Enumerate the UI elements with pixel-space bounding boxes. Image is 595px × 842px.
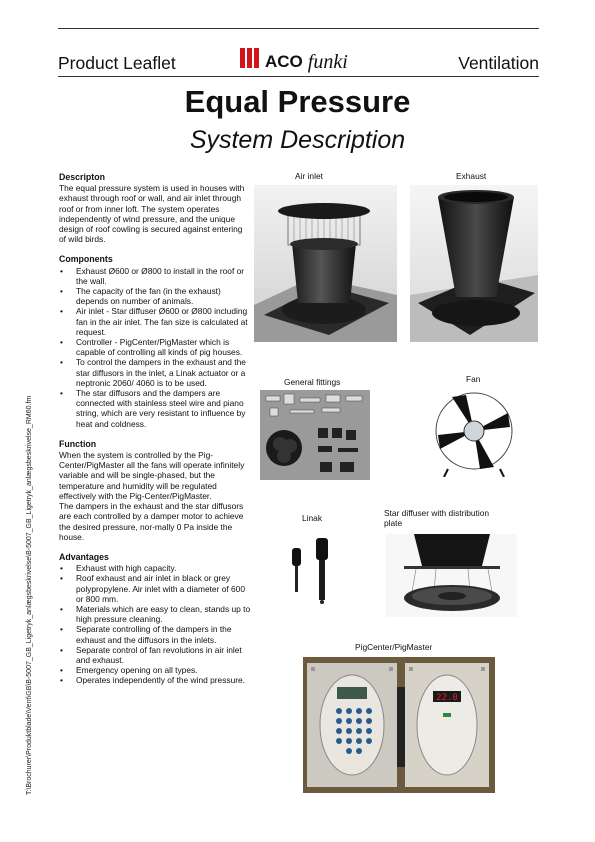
- list-item: • Operates independently of the wind pressure.: [59, 675, 251, 685]
- advantages-heading: Advantages: [59, 551, 109, 562]
- exhaust-caption: Exhaust: [456, 171, 487, 181]
- function-text-1: When the system is controlled by the Pig-Center/PigMaster all the fans will operate infinitely variable and will be single-phased, but the temperature and humidity will be regulated effectively with the Pig-Center/PigMaster.: [59, 450, 245, 501]
- function-heading: Function: [59, 438, 97, 449]
- list-item: • To control the dampers in the exhaust and the star diffusors in the inlet, a Linak actuator or a neptronic 2060/ 4060 is to be used.: [59, 357, 251, 388]
- components-section: [59, 254, 251, 428]
- list-item: • Air inlet - Star diffuser Ø600 or Ø800 including fan in the air inlet. The fan size is calculated at request.: [59, 306, 251, 337]
- text-column: [59, 172, 251, 696]
- description-section: [59, 172, 251, 244]
- list-item: • Roof exhaust and air inlet in black or grey polypropylene. Air inlet with a diameter of 600 or 800 mm.: [59, 573, 251, 604]
- logo-aco-text: ACO: [265, 52, 303, 71]
- list-item: • Materials which are easy to clean, stands up to high pressure cleaning.: [59, 604, 251, 624]
- advantages-section: [59, 552, 251, 686]
- top-rule: [58, 28, 539, 29]
- header-rule: [58, 76, 539, 77]
- air-inlet-caption: Air inlet: [295, 171, 323, 181]
- header-right-label: Ventilation: [458, 53, 539, 73]
- general-fittings-caption: General fittings: [284, 377, 341, 387]
- fan-caption: Fan: [466, 374, 481, 384]
- pigcenter-caption: PigCenter/PigMaster: [355, 642, 433, 652]
- star-diffuser-photo: [386, 534, 517, 617]
- list-item: • Emergency opening on all types.: [59, 665, 251, 675]
- logo-bars-icon: [240, 48, 259, 68]
- star-diffuser-caption: Star diffuser with distribution plate: [384, 508, 490, 528]
- function-section: [59, 439, 251, 542]
- components-list: [59, 266, 251, 429]
- linak-caption: Linak: [302, 513, 323, 523]
- exhaust-photo: [410, 185, 538, 342]
- page-subtitle: System Description: [189, 126, 406, 154]
- function-text-2: The dampers in the exhaust and the star diffusors are each controlled by a damper motor to achieve the desired pressure, nor-mally 0 Pa inside the house.: [59, 501, 244, 542]
- logo-funki-text: funki: [307, 51, 348, 73]
- file-path-margin-text: T:\Brochurer\Produktblade\Vent\GB\B-5007_GB_Ligetryk_anlægsbeskrivelse\B-5007_GB_Ligetryk_anlægsbeskrivelse_RM60.fm: [26, 395, 33, 795]
- list-item: • The star diffusors and the dampers are connected with stainless steel wire and piano string, which are very resistant to influence by heat and coldness.: [59, 388, 251, 429]
- components-heading: Components: [59, 254, 113, 265]
- list-item: • Separate control of fan revolutions in air inlet and exhaust.: [59, 645, 251, 665]
- air-inlet-photo: [254, 185, 397, 342]
- description-text: The equal pressure system is used in houses with exhaust through roof or wall, and air inlet through roof or from inner loft. The system operates independently of wind pressure, and the unique design of roof cowling is secured against entering of wild birds.: [59, 183, 245, 245]
- header-left-label: Product Leaflet: [58, 53, 176, 73]
- linak-photo: [286, 532, 338, 606]
- general-fittings-photo: [260, 390, 370, 480]
- list-item: • Exhaust with high capacity.: [59, 563, 251, 573]
- fan-photo: [432, 387, 516, 477]
- advantages-list: [59, 563, 251, 685]
- description-heading: Descripton: [59, 172, 105, 182]
- controller-display-readout: 22.0: [436, 693, 458, 703]
- list-item: • Exhaust Ø600 or Ø800 to install in the roof or the wall.: [59, 266, 251, 286]
- pigcenter-photo: [303, 657, 495, 793]
- list-item: • Separate controlling of the dampers in the exhaust and the diffusors in the inlets.: [59, 624, 251, 644]
- list-item: • Controller - PigCenter/PigMaster which is capable of controlling all kinds of pig houses.: [59, 337, 251, 357]
- aco-funki-logo: [240, 42, 348, 72]
- page-title: Equal Pressure: [184, 84, 411, 119]
- list-item: • The capacity of the fan (in the exhaust) depends on number of animals.: [59, 286, 251, 306]
